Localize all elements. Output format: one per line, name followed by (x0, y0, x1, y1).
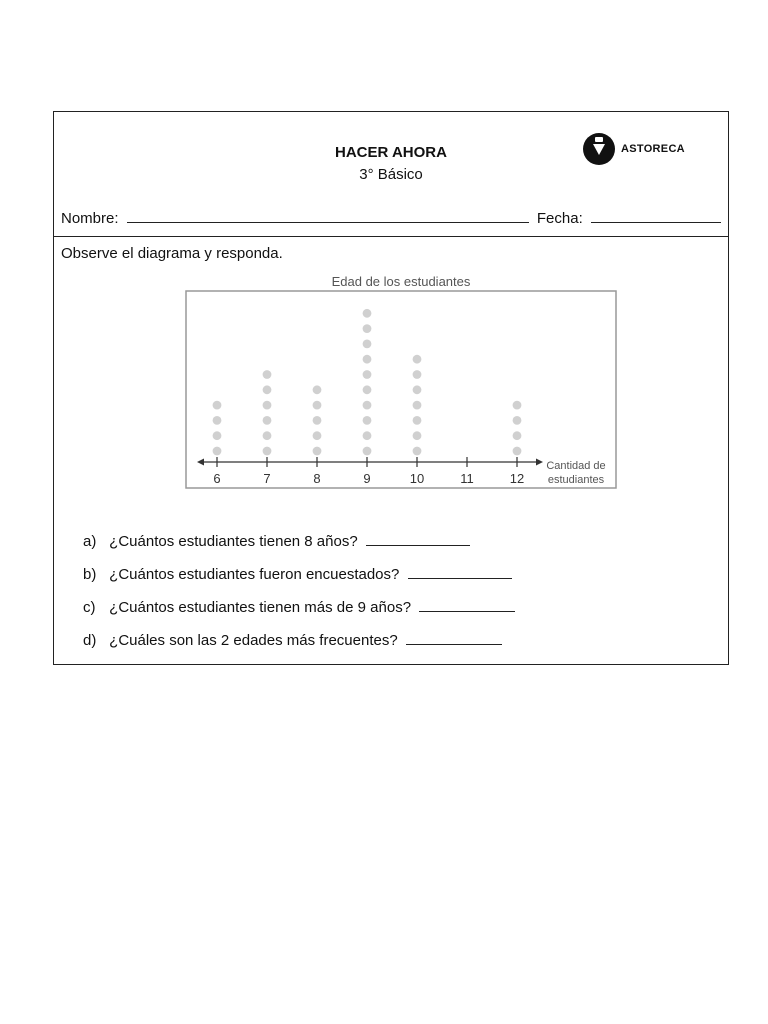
dot-plot-chart (76, 272, 716, 502)
data-dot (413, 370, 422, 379)
student-fields (61, 208, 721, 227)
data-dot (313, 416, 322, 425)
data-dot (213, 431, 222, 440)
grade-label: 3° Básico (359, 166, 423, 183)
instructions: Observe el diagrama y responda. (61, 245, 283, 262)
data-dot (313, 431, 322, 440)
question-text: ¿Cuántos estudiantes fueron encuestados? (109, 566, 400, 583)
name-field[interactable] (127, 208, 529, 223)
question-a (83, 531, 515, 564)
tick-label: 12 (509, 471, 525, 486)
data-dot (513, 431, 522, 440)
question-text: ¿Cuántos estudiantes tienen más de 9 años? (109, 599, 412, 616)
data-dot (313, 447, 322, 456)
data-dot (313, 401, 322, 410)
answer-field[interactable] (408, 564, 512, 579)
data-dot (363, 370, 372, 379)
name-label: Nombre: (61, 210, 119, 227)
axis-label-line-1: Cantidad de (546, 460, 606, 472)
date-label: Fecha: (536, 210, 583, 227)
data-dot (263, 370, 272, 379)
data-dot (363, 431, 372, 440)
data-dot (213, 447, 222, 456)
question-text: ¿Cuántos estudiantes tienen 8 años? (109, 533, 358, 550)
question-letter: c) (83, 599, 96, 616)
question-text: ¿Cuáles son las 2 edades más frecuentes? (109, 632, 398, 649)
question-b (83, 564, 515, 597)
worksheet-header (54, 112, 728, 237)
question-letter: b) (83, 566, 97, 583)
axis-label-line-2: estudiantes (547, 474, 605, 486)
data-dot (413, 355, 422, 364)
data-dot (363, 416, 372, 425)
data-dot (263, 431, 272, 440)
question-c (83, 597, 515, 630)
data-dot (363, 309, 372, 318)
data-dot (263, 416, 272, 425)
answer-field[interactable] (406, 630, 502, 645)
data-dot (413, 447, 422, 456)
data-dot (213, 416, 222, 425)
logo (583, 132, 685, 166)
worksheet-title: HACER AHORA (335, 144, 447, 161)
data-dot (363, 385, 372, 394)
data-dot (413, 385, 422, 394)
tick-label: 10 (409, 471, 425, 486)
data-dot (513, 447, 522, 456)
logo-text: ASTORECA (621, 143, 685, 155)
data-dot (313, 385, 322, 394)
data-dot (513, 401, 522, 410)
question-d (83, 630, 515, 663)
data-dot (413, 431, 422, 440)
data-dot (363, 324, 372, 333)
data-dot (513, 416, 522, 425)
tick-label: 11 (460, 471, 474, 486)
tick-label: 6 (213, 471, 221, 486)
answer-field[interactable] (419, 597, 515, 612)
data-dot (363, 447, 372, 456)
worksheet (53, 111, 729, 665)
date-field[interactable] (591, 208, 721, 223)
data-dot (263, 401, 272, 410)
question-letter: d) (83, 632, 97, 649)
tick-label: 7 (263, 471, 271, 486)
data-dot (413, 401, 422, 410)
answer-field[interactable] (366, 531, 470, 546)
data-dot (363, 355, 372, 364)
data-dot (363, 340, 372, 349)
data-dot (213, 401, 222, 410)
data-dot (363, 401, 372, 410)
question-list (83, 531, 515, 663)
tick-label: 8 (313, 471, 321, 486)
data-dot (413, 416, 422, 425)
chart-frame (186, 291, 616, 488)
question-letter: a) (83, 533, 97, 550)
tick-label: 9 (363, 471, 371, 486)
pencil-tip-icon (583, 133, 615, 165)
chart-title: Edad de los estudiantes (331, 274, 471, 289)
data-dot (263, 385, 272, 394)
data-dot (263, 447, 272, 456)
